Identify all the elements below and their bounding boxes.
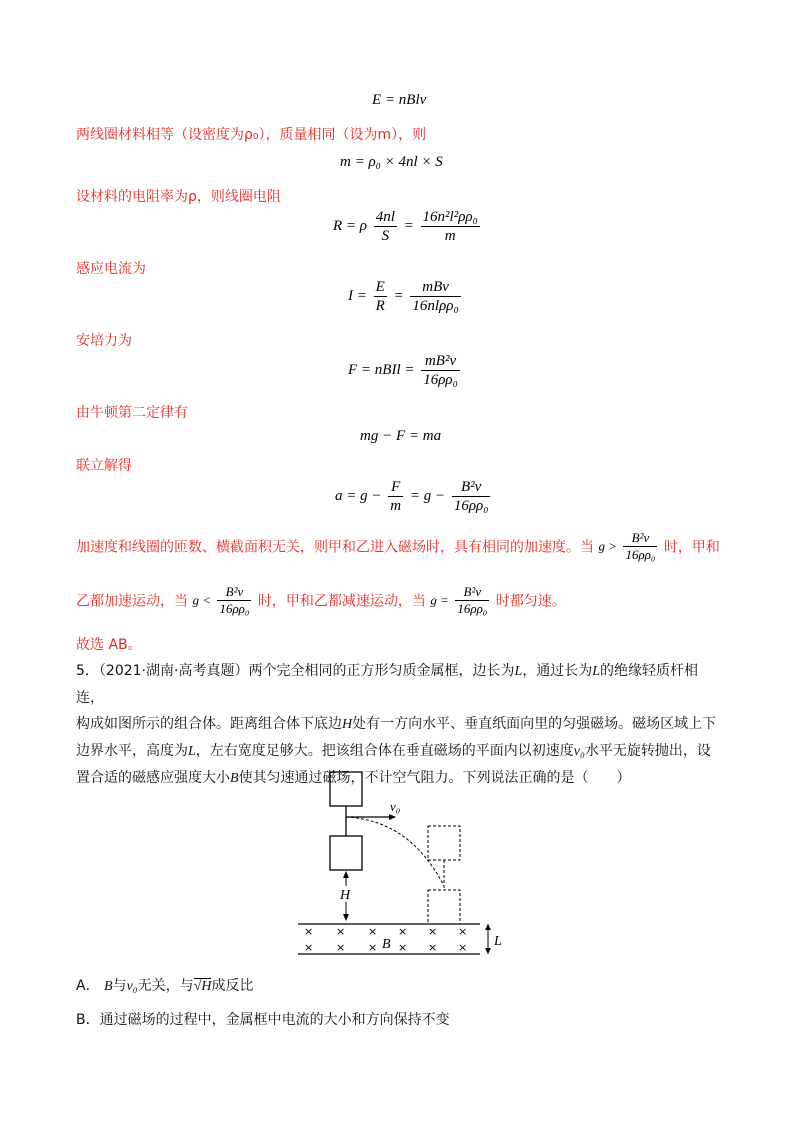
text-induced-current: 感应电流为 (76, 261, 146, 277)
svg-text:×: × (398, 925, 408, 938)
svg-text:×: × (458, 925, 468, 938)
equation-resistance: R = ρ $\frac{4nl}{S}$ = $\frac{\text{16n²l²ρρ₀}}{m}$ (333, 209, 478, 244)
svg-text:×: × (398, 941, 408, 954)
question-5-stem: 5．（2021·湖南·高考真题）两个完全相同的正方形匀质金属框，边长为L，通过长为L的绝缘轻质杆相连， 构成如图所示的组合体。距离组合体下底边H处有一方向水平、垂直纸面向里的匀强磁场。磁场区域上下 边界水平，高度为L，左右宽度足够大。把该组合体在垂直磁场的平面内以初速度v₀水平无旋转抛出，设 置合适的磁感应强度大小B使其匀速通过磁场，不计空气阻力。下列说法正确的是（ ） (76, 663, 717, 786)
combined-frame-figure (290, 768, 510, 960)
field-arrowhead-up-icon (485, 924, 491, 930)
trajectory-dashed (346, 817, 444, 886)
text-ampere-force: 安培力为 (76, 333, 132, 349)
text-answer: 故选 AB。 (76, 637, 142, 653)
option-b[interactable]: B．通过磁场的过程中，金属框中电流的大小和方向保持不变 (76, 1012, 450, 1028)
label-H: H (340, 888, 351, 903)
text-conclusion-line2: 乙都加速运动，当 g < $\frac{\text{B²v}}{\text{16ρρ₀}}$ 时，甲和乙都减速运动，当 g = $\frac{\text{B²v}}{\text{16ρρ₀}}$ 时都匀速。 (76, 584, 566, 616)
svg-text:×: × (368, 925, 378, 938)
dashed-upper-frame (428, 826, 460, 860)
equation-current: I = $\frac{E}{R}$ = $\frac{\text{mBv}}{\text{16nlρρ₀}}$ (348, 279, 459, 314)
text-solve: 联立解得 (76, 458, 132, 474)
text-conclusion-line1: 加速度和线圈的匝数、横截面积无关，则甲和乙进入磁场时，具有相同的加速度。当 g > $\frac{\text{B²v}}{\text{16ρρ₀}}$ 时，甲和 (76, 530, 720, 562)
height-arrowhead-up-icon (343, 871, 349, 878)
equation-force: F = nBIl = $\frac{\text{mB²v}}{\text{16ρρ₀}}$ (348, 353, 458, 388)
velocity-arrowhead-icon (389, 814, 396, 820)
label-v0: v₀ (390, 799, 401, 814)
dashed-lower-frame (428, 890, 460, 924)
text-resistivity-assumption: 设材料的电阻率为ρ，则线圈电阻 (76, 189, 281, 205)
equation-emf: E = nBlv (372, 92, 427, 108)
text-density-assumption: 两线圈材料相等（设密度为ρ₀），质量相同（设为m），则 (76, 127, 427, 143)
equation-acceleration: a = g − $\frac{F}{m}$ = g − $\frac{\text{B²v}}{\text{16ρρ₀}}$ (335, 479, 489, 514)
svg-text:×: × (304, 925, 314, 938)
label-B: B (382, 937, 391, 952)
svg-text:×: × (304, 941, 314, 954)
svg-text:×: × (336, 925, 346, 938)
equation-newton: mg − F = ma (360, 428, 442, 444)
upper-square-frame (330, 772, 362, 806)
svg-text:×: × (428, 925, 438, 938)
equation-mass: m = ρ₀ × 4nl × S (340, 154, 443, 170)
lower-square-frame (330, 836, 362, 870)
option-a[interactable]: A． B与v₀无关，与√H成反比 (76, 978, 254, 994)
svg-text:×: × (428, 941, 438, 954)
svg-text:×: × (458, 941, 468, 954)
svg-text:×: × (368, 941, 378, 954)
svg-text:×: × (336, 941, 346, 954)
label-L: L (494, 934, 502, 949)
text-newton-law: 由牛顿第二定律有 (76, 405, 188, 421)
field-arrowhead-down-icon (485, 948, 491, 954)
height-arrowhead-down-icon (343, 914, 349, 921)
